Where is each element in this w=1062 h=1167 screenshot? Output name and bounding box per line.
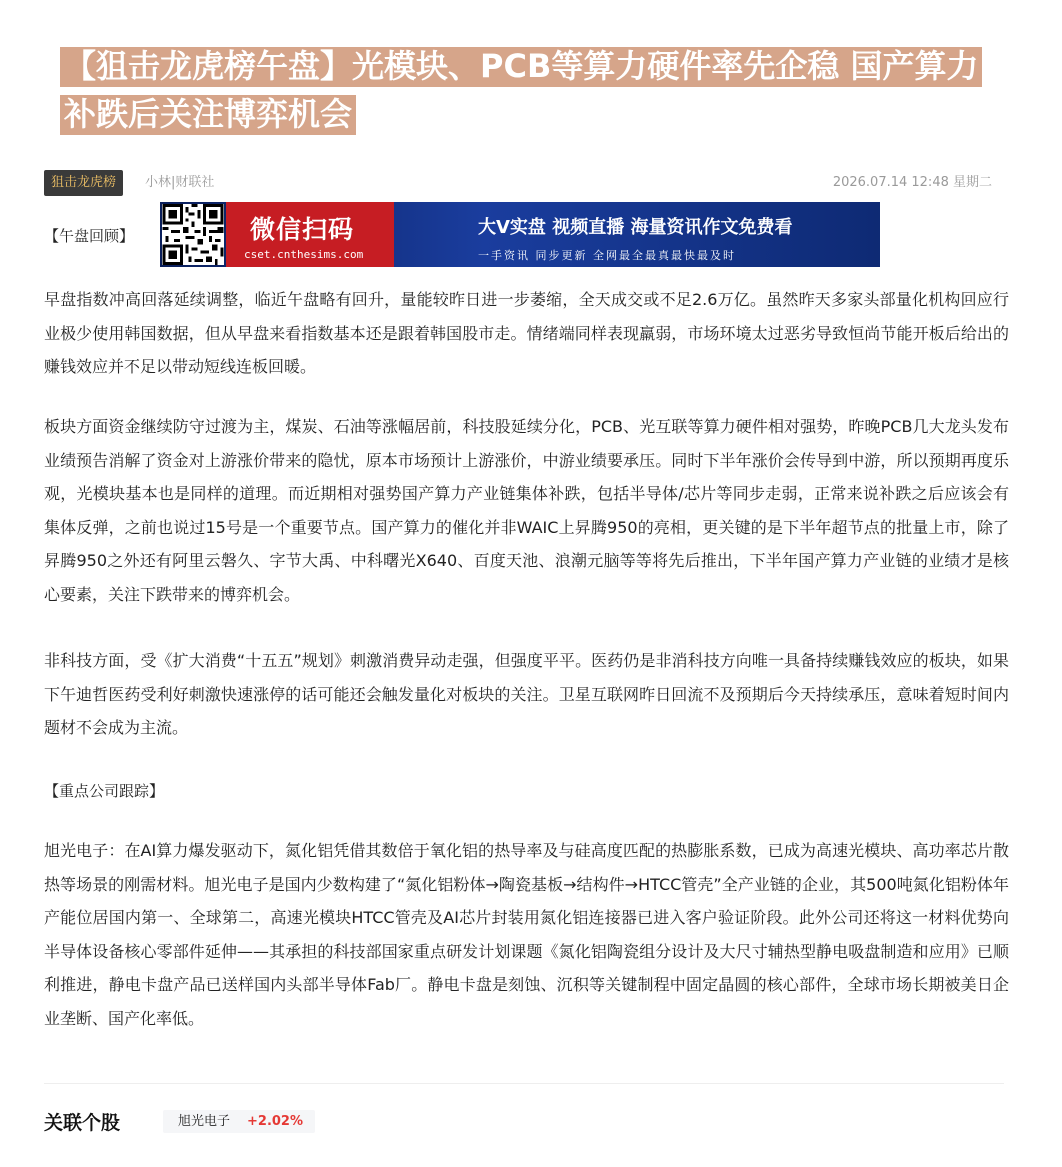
article-paragraph: 非科技方面，受《扩大消费“十五五”规划》刺激消费异动走强，但强度平平。医药仍是非消科技方向唯一具备持续赚钱效应的板块，如果下午迪哲医药受利好刺激快速涨停的话可能还会触发量化对板块的关注。卫星互联网昨日回流不及预期后今天持续承压，意味着短时间内题材不会成为主流。 bbox=[44, 651, 1009, 737]
author-source: 小林|财联社 bbox=[145, 175, 215, 190]
stock-change: +2.02% bbox=[247, 1114, 303, 1129]
article-paragraph: 早盘指数冲高回落延续调整，临近午盘略有回升，量能较昨日进一步萎缩，全天成交或不足2.6万亿。虽然昨天多家头部量化机构回应行业极少使用韩国数据，但从早盘来看指数基本还是跟着韩国股市走。情绪端同样表现羸弱，市场环境太过恶劣导致恒尚节能开板后给出的赚钱效应并不足以带动短线连板回暖。 bbox=[44, 290, 1009, 376]
qr-code-icon bbox=[162, 204, 224, 265]
banner-subline: 一手资讯 同步更新 全网最全最真最快最及时 bbox=[478, 249, 736, 262]
article-paragraph: 板块方面资金继续防守过渡为主，煤炭、石油等涨幅居前，科技股延续分化，PCB、光互联等算力硬件相对强势，昨晚PCB几大龙头发布业绩预告消解了资金对上游涨价带来的隐忧，原本市场预计上游涨价，中游业绩要承压。同时下半年涨价会传导到中游，所以预期再度乐观，光模块基本也是同样的道理。而近期相对强势国产算力产业链集体补跌，包括半导体/芯片等同步走弱，正常来说补跌之后应该会有集体反弹，之前也说过15号是一个重要节点。国产算力的催化并非WAIC上昇腾950的亮相，更关键的是下半年超节点的批量上市，除了昇腾950之外还有阿里云磐久、字节大禹、中科曙光X640、百度天池、浪潮元脑等等将先后推出，下半年国产算力产业链的业绩才是核心要素，关注下跌带来的博弈机会。 bbox=[44, 417, 1009, 604]
banner-title: 微信扫码 bbox=[250, 215, 355, 244]
related-stocks-heading: 关联个股 bbox=[44, 1112, 121, 1134]
divider bbox=[44, 1083, 1004, 1084]
article-title: 【狙击龙虎榜午盘】光模块、PCB等算力硬件率先企稳 国产算力补跌后关注博弈机会 bbox=[60, 42, 1000, 138]
section-heading-midday-review: 【午盘回顾】 bbox=[44, 227, 135, 245]
banner-url: cset.cnthesims.com bbox=[244, 248, 364, 261]
stock-name: 旭光电子 bbox=[178, 1114, 231, 1129]
section-heading-company-tracking: 【重点公司跟踪】 bbox=[44, 782, 165, 800]
related-stock-chip[interactable] bbox=[163, 1110, 315, 1133]
column-tag[interactable]: 狙击龙虎榜 bbox=[44, 170, 123, 196]
publish-datetime: 2026.07.14 12:48 星期二 bbox=[832, 175, 992, 190]
article-meta bbox=[44, 170, 1004, 198]
article-paragraph: 旭光电子：在AI算力爆发驱动下，氮化铝凭借其数倍于氧化铝的热导率及与硅高度匹配的热膨胀系数，已成为高速光模块、高功率芯片散热等场景的刚需材料。旭光电子是国内少数构建了“氮化铝粉体→陶瓷基板→结构件→HTCC管壳”全产业链的企业，其500吨氮化铝粉体年产能位居国内第一、全球第二，高速光模块HTCC管壳及AI芯片封装用氮化铝连接器已进入客户验证阶段。此外公司还将这一材料优势向半导体设备核心零部件延伸——其承担的科技部国家重点研发计划课题《氮化铝陶瓷组分设计及大尺寸辅热型静电吸盘制造和应用》已顺利推进，静电卡盘产品已送样国内头部半导体Fab厂。静电卡盘是刻蚀、沉积等关键制程中固定晶圆的核心部件，全球市场长期被美日企业垄断、国产化率低。 bbox=[44, 841, 1009, 1028]
wechat-scan-ad-banner[interactable] bbox=[160, 202, 880, 267]
banner-slogan: 大V实盘 视频直播 海量资讯作文免费看 bbox=[478, 217, 793, 238]
